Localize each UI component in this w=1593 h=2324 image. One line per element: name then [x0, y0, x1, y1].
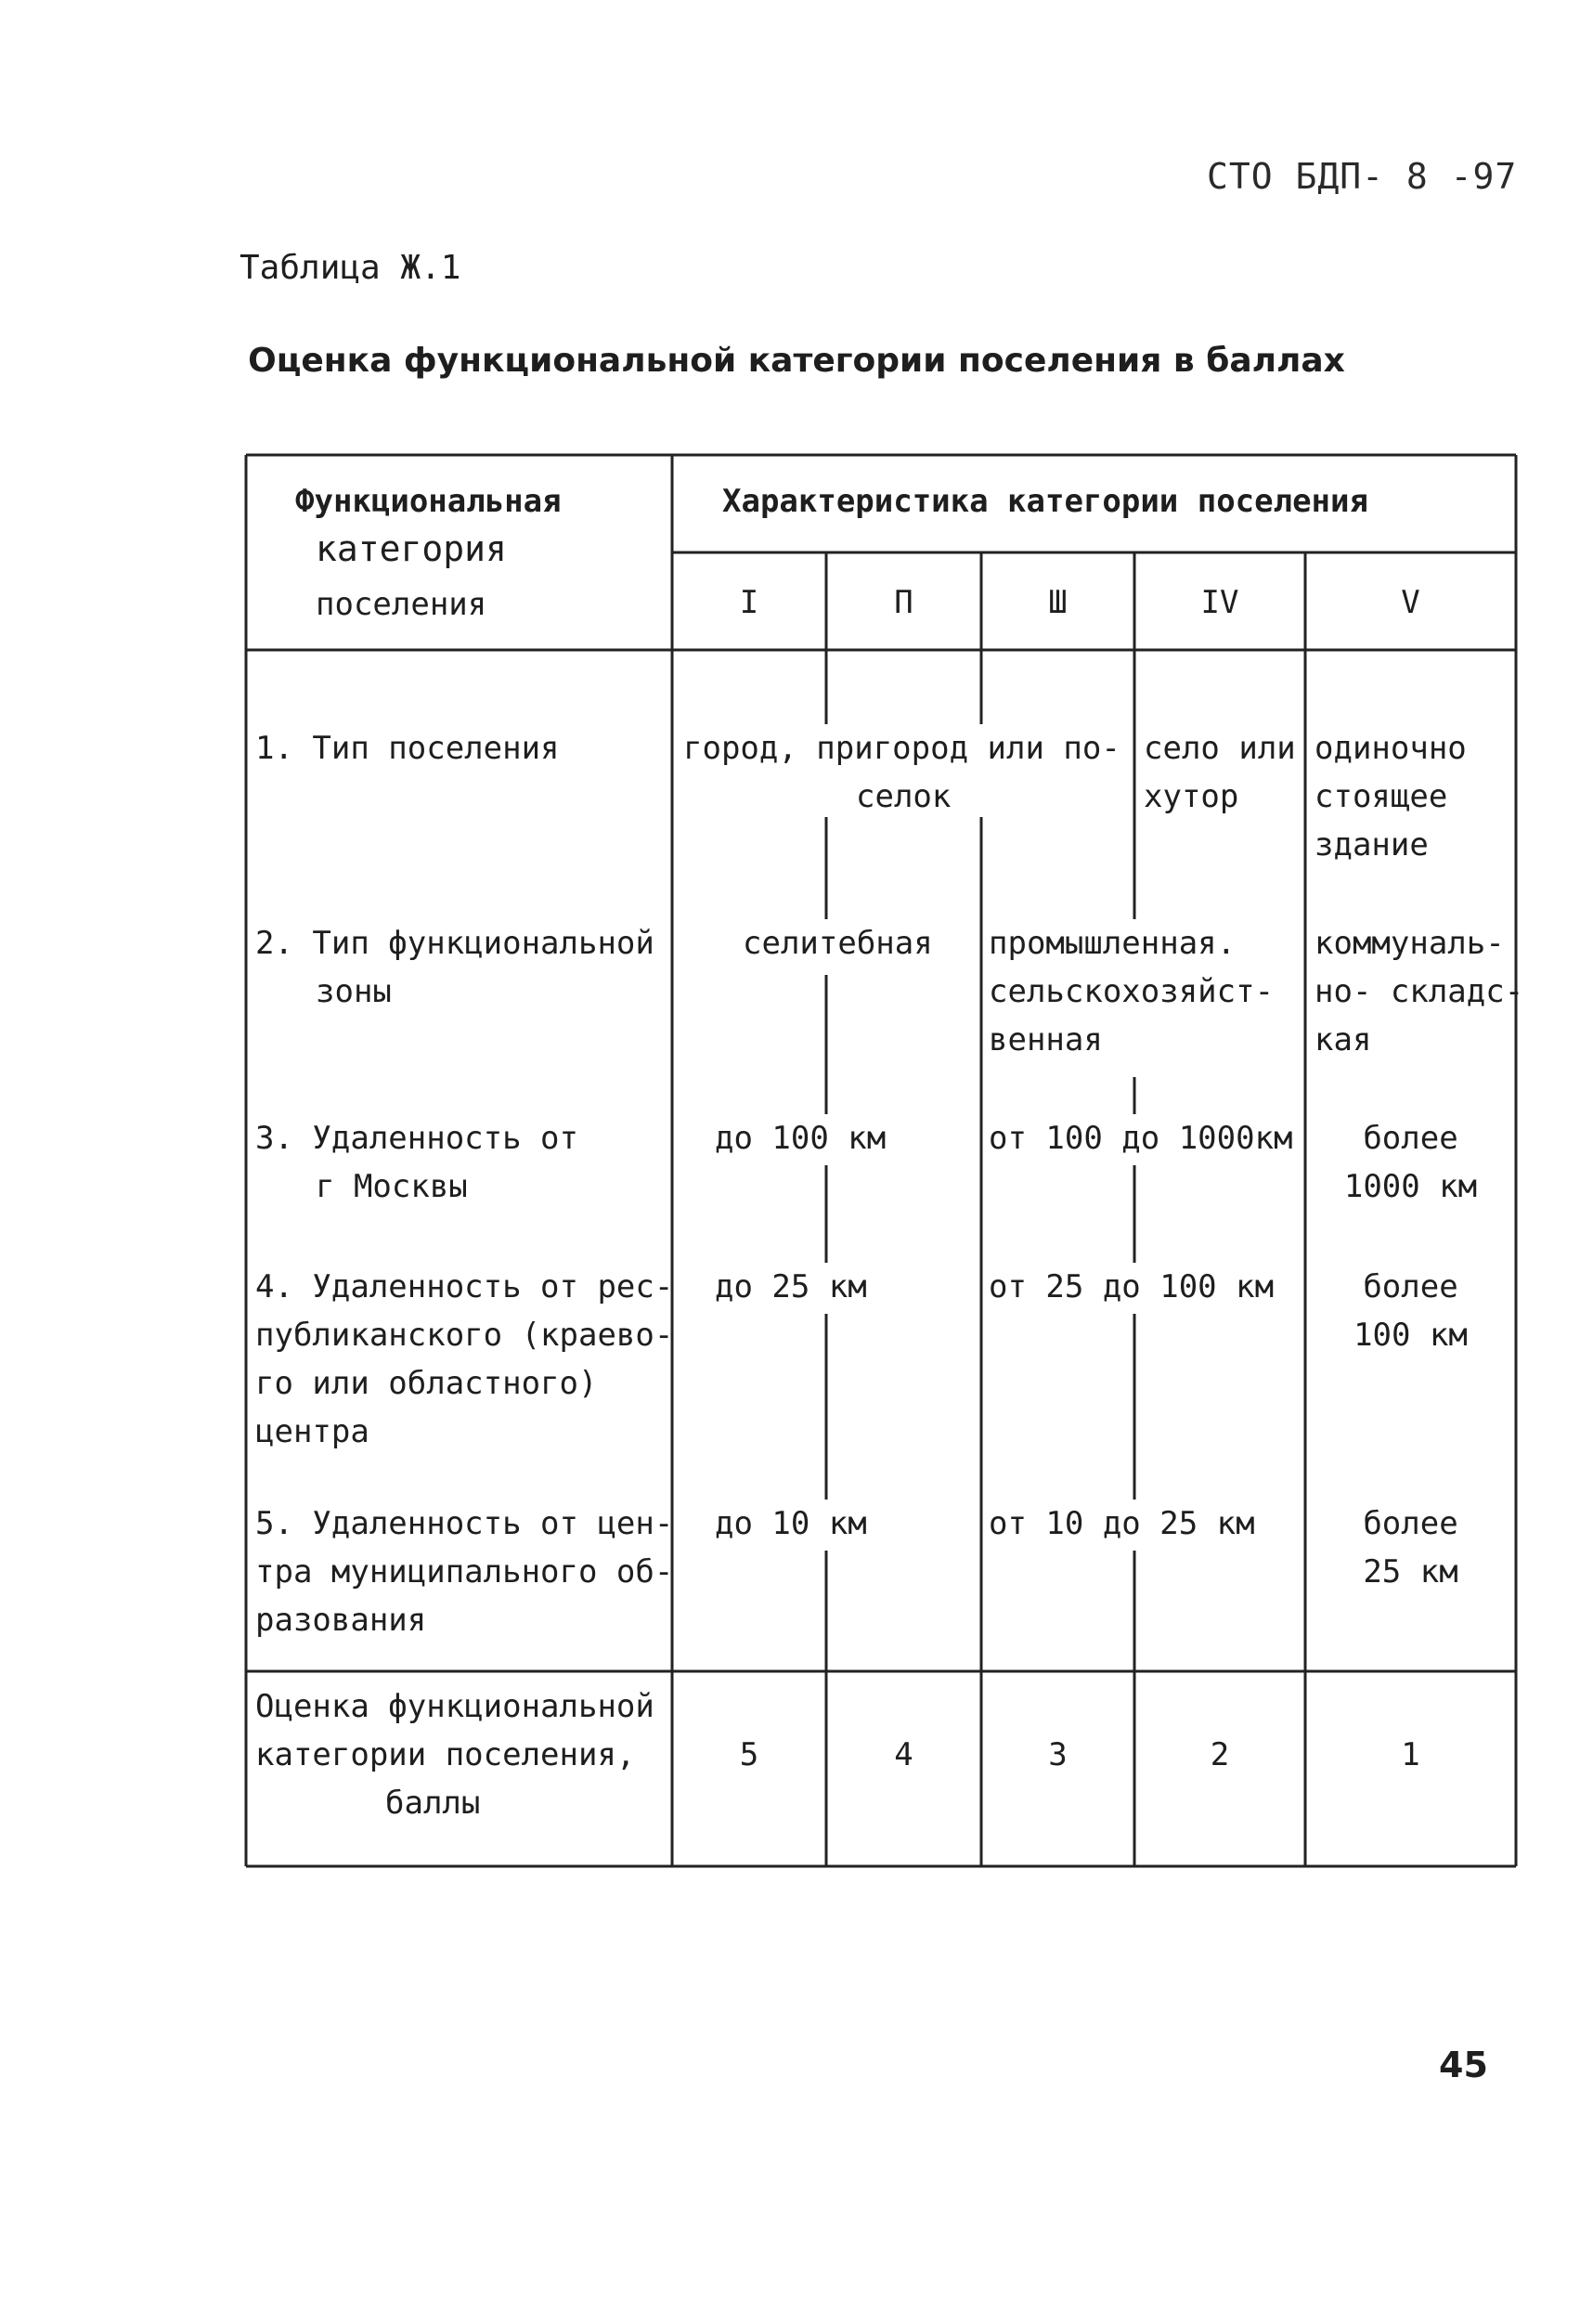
row-1-cols-1-3-line-1: город, пригород или по- [683, 730, 1120, 767]
column-header-1: I [739, 584, 759, 621]
row-4-col-5-line-1: более [1363, 1268, 1458, 1305]
score-row-label-line-2: категории поселения, [255, 1736, 636, 1773]
score-value-col-2: 4 [894, 1736, 913, 1773]
row-3-cols-1-2: до 100 км [715, 1120, 887, 1157]
score-value-col-5: 1 [1401, 1736, 1420, 1773]
row-header-label-line-3: поселения [316, 586, 487, 623]
table-title: Оценка функциональной категории поселения в баллах [248, 342, 1345, 380]
row-1-col-5-line-1: одиночно [1315, 730, 1467, 767]
row-header-label-line-1: Функциональная [295, 483, 562, 520]
row-4-col-5-line-2: 100 км [1353, 1317, 1468, 1354]
score-value-col-1: 5 [739, 1736, 759, 1773]
column-header-3: Ш [1048, 584, 1068, 621]
row-3-cols-3-4: от 100 до 1000км [989, 1120, 1293, 1157]
row-2-cols-3-4-line-1: промышленная. [989, 925, 1237, 962]
row-2-cols-1-2: селитебная [743, 925, 933, 962]
row-2-col-5-line-2: но- складс- [1315, 973, 1524, 1010]
column-header-4: IV [1200, 584, 1239, 621]
row-2-col-5-line-3: кая [1315, 1021, 1372, 1058]
column-header-2: П [894, 584, 913, 621]
row-5-label-line-3: разования [255, 1602, 427, 1639]
row-2-col-5-line-1: коммуналь- [1315, 925, 1505, 962]
document-code: СТО БДП- 8 -97 [1207, 156, 1518, 197]
score-value-col-4: 2 [1210, 1736, 1230, 1773]
row-2-label-line-1: 2. Тип функциональной [255, 925, 654, 962]
row-1-label: 1. Тип поселения [255, 730, 560, 767]
row-2-cols-3-4-line-2: сельскохозяйст- [989, 973, 1275, 1010]
row-5-label-line-1: 5. Удаленность от цен- [255, 1505, 674, 1542]
row-4-cols-3-4: от 25 до 100 км [989, 1268, 1275, 1305]
row-3-col-5-line-1: более [1363, 1120, 1458, 1157]
row-5-col-5-line-1: более [1363, 1505, 1458, 1542]
row-4-label-line-2: публиканского (краево- [255, 1317, 674, 1354]
row-4-label-line-3: го или областного) [255, 1365, 598, 1402]
row-4-label-line-1: 4. Удаленность от рес- [255, 1268, 674, 1305]
row-1-col-4-line-2: хутор [1144, 778, 1239, 815]
score-value-col-3: 3 [1048, 1736, 1068, 1773]
row-5-cols-3-4: от 10 до 25 км [989, 1505, 1255, 1542]
score-row-label-line-1: Оценка функциональной [255, 1688, 654, 1725]
page-number: 45 [1439, 2045, 1488, 2085]
row-3-col-5-line-2: 1000 км [1343, 1168, 1478, 1205]
row-5-cols-1-2: до 10 км [715, 1505, 867, 1542]
column-header-5: V [1401, 584, 1420, 621]
row-5-col-5-line-2: 25 км [1363, 1553, 1458, 1590]
row-1-col-5-line-2: стоящее [1315, 778, 1448, 815]
row-2-label-line-2: зоны [316, 973, 392, 1010]
row-1-cols-1-3-line-2: селок [856, 778, 952, 815]
row-3-label-line-1: 3. Удаленность от [255, 1120, 578, 1157]
row-2-cols-3-4-line-3: венная [989, 1021, 1103, 1058]
row-4-cols-1-2: до 25 км [715, 1268, 867, 1305]
group-header: Характеристика категории поселения [722, 483, 1368, 520]
row-4-label-line-4: центра [255, 1413, 369, 1450]
score-row-label-line-3: баллы [385, 1785, 481, 1822]
row-3-label-line-2: г Москвы [316, 1168, 468, 1205]
row-5-label-line-2: тра муниципального об- [255, 1553, 674, 1590]
row-1-col-4-line-1: село или [1144, 730, 1296, 767]
table-label: Таблица Ж.1 [240, 249, 461, 287]
row-header-label-line-2: категория [316, 528, 507, 569]
row-1-col-5-line-3: здание [1315, 826, 1429, 863]
